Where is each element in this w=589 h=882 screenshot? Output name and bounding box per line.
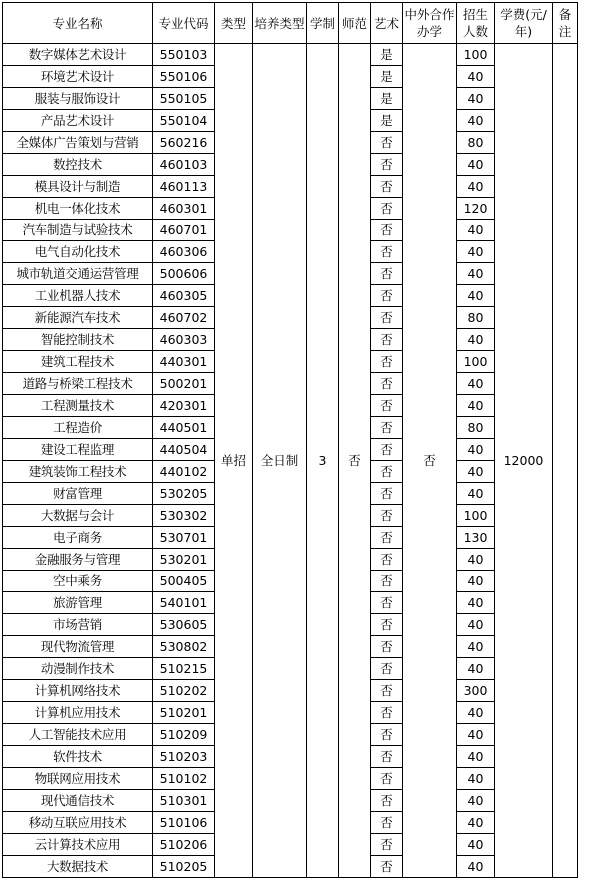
quota-cell: 300 <box>457 680 495 702</box>
quota-cell: 40 <box>457 175 495 197</box>
major-code-cell: 530201 <box>153 548 215 570</box>
art-cell: 否 <box>371 570 403 592</box>
major-name-cell: 市场营销 <box>3 614 153 636</box>
major-name-cell: 云计算技术应用 <box>3 833 153 855</box>
major-name-cell: 建筑工程技术 <box>3 351 153 373</box>
major-name-cell: 服装与服饰设计 <box>3 87 153 109</box>
header-years: 学制 <box>307 3 339 44</box>
art-cell: 否 <box>371 131 403 153</box>
major-code-cell: 510203 <box>153 746 215 768</box>
header-fee: 学费(元/年) <box>495 3 553 44</box>
major-code-cell: 440504 <box>153 438 215 460</box>
art-cell: 否 <box>371 482 403 504</box>
art-cell: 否 <box>371 724 403 746</box>
major-name-cell: 智能控制技术 <box>3 329 153 351</box>
quota-cell: 40 <box>457 570 495 592</box>
art-cell: 否 <box>371 153 403 175</box>
art-cell: 否 <box>371 263 403 285</box>
major-name-cell: 动漫制作技术 <box>3 658 153 680</box>
major-code-cell: 510209 <box>153 724 215 746</box>
type-cell: 单招 <box>215 44 253 878</box>
major-code-cell: 550105 <box>153 87 215 109</box>
major-code-cell: 510201 <box>153 702 215 724</box>
quota-cell: 40 <box>457 460 495 482</box>
major-code-cell: 440301 <box>153 351 215 373</box>
major-name-cell: 建筑装饰工程技术 <box>3 460 153 482</box>
quota-cell: 40 <box>457 592 495 614</box>
major-name-cell: 物联网应用技术 <box>3 767 153 789</box>
quota-cell: 40 <box>457 614 495 636</box>
major-code-cell: 500201 <box>153 373 215 395</box>
art-cell: 否 <box>371 789 403 811</box>
major-name-cell: 电气自动化技术 <box>3 241 153 263</box>
header-type: 类型 <box>215 3 253 44</box>
quota-cell: 40 <box>457 65 495 87</box>
major-code-cell: 500405 <box>153 570 215 592</box>
major-code-cell: 460305 <box>153 285 215 307</box>
art-cell: 否 <box>371 702 403 724</box>
major-name-cell: 建设工程监理 <box>3 438 153 460</box>
quota-cell: 40 <box>457 746 495 768</box>
quota-cell: 40 <box>457 373 495 395</box>
quota-cell: 40 <box>457 548 495 570</box>
major-name-cell: 计算机网络技术 <box>3 680 153 702</box>
major-code-cell: 510206 <box>153 833 215 855</box>
major-name-cell: 人工智能技术应用 <box>3 724 153 746</box>
art-cell: 否 <box>371 197 403 219</box>
art-cell: 否 <box>371 351 403 373</box>
header-coop: 中外合作办学 <box>403 3 457 44</box>
major-code-cell: 460303 <box>153 329 215 351</box>
quota-cell: 40 <box>457 395 495 417</box>
quota-cell: 100 <box>457 44 495 66</box>
quota-cell: 40 <box>457 438 495 460</box>
major-code-cell: 560216 <box>153 131 215 153</box>
quota-cell: 40 <box>457 811 495 833</box>
major-name-cell: 财富管理 <box>3 482 153 504</box>
quota-cell: 40 <box>457 833 495 855</box>
major-name-cell: 环境艺术设计 <box>3 65 153 87</box>
quota-cell: 40 <box>457 658 495 680</box>
major-name-cell: 软件技术 <box>3 746 153 768</box>
quota-cell: 40 <box>457 855 495 877</box>
art-cell: 否 <box>371 175 403 197</box>
major-code-cell: 460701 <box>153 219 215 241</box>
major-name-cell: 工程测量技术 <box>3 395 153 417</box>
art-cell: 否 <box>371 416 403 438</box>
art-cell: 否 <box>371 592 403 614</box>
art-cell: 否 <box>371 680 403 702</box>
major-name-cell: 旅游管理 <box>3 592 153 614</box>
major-name-cell: 计算机应用技术 <box>3 702 153 724</box>
quota-cell: 80 <box>457 416 495 438</box>
quota-cell: 100 <box>457 351 495 373</box>
major-code-cell: 510301 <box>153 789 215 811</box>
quota-cell: 80 <box>457 131 495 153</box>
quota-cell: 40 <box>457 329 495 351</box>
major-name-cell: 汽车制造与试验技术 <box>3 219 153 241</box>
quota-cell: 40 <box>457 285 495 307</box>
major-name-cell: 产品艺术设计 <box>3 109 153 131</box>
art-cell: 否 <box>371 329 403 351</box>
table-row <box>3 44 578 66</box>
years-cell: 3 <box>307 44 339 878</box>
header-quota: 招生人数 <box>457 3 495 44</box>
major-code-cell: 550106 <box>153 65 215 87</box>
art-cell: 是 <box>371 109 403 131</box>
major-code-cell: 460702 <box>153 307 215 329</box>
header-mode: 培养类型 <box>253 3 307 44</box>
quota-cell: 100 <box>457 504 495 526</box>
major-name-cell: 大数据与会计 <box>3 504 153 526</box>
major-code-cell: 500606 <box>153 263 215 285</box>
major-name-cell: 电子商务 <box>3 526 153 548</box>
major-code-cell: 530701 <box>153 526 215 548</box>
header-note: 备注 <box>553 3 578 44</box>
major-name-cell: 数控技术 <box>3 153 153 175</box>
quota-cell: 80 <box>457 307 495 329</box>
quota-cell: 40 <box>457 636 495 658</box>
note-cell <box>553 44 578 878</box>
major-code-cell: 550103 <box>153 44 215 66</box>
major-code-cell: 530605 <box>153 614 215 636</box>
quota-cell: 40 <box>457 153 495 175</box>
art-cell: 是 <box>371 44 403 66</box>
major-name-cell: 城市轨道交通运营管理 <box>3 263 153 285</box>
major-code-cell: 550104 <box>153 109 215 131</box>
quota-cell: 40 <box>457 109 495 131</box>
quota-cell: 40 <box>457 219 495 241</box>
art-cell: 否 <box>371 307 403 329</box>
mode-cell: 全日制 <box>253 44 307 878</box>
art-cell: 是 <box>371 87 403 109</box>
coop-cell: 否 <box>403 44 457 878</box>
major-name-cell: 工程造价 <box>3 416 153 438</box>
normal-cell: 否 <box>339 44 371 878</box>
enrollment-table <box>2 2 578 878</box>
quota-cell: 40 <box>457 482 495 504</box>
quota-cell: 120 <box>457 197 495 219</box>
art-cell: 否 <box>371 767 403 789</box>
major-name-cell: 数字媒体艺术设计 <box>3 44 153 66</box>
fee-cell: 12000 <box>495 44 553 878</box>
major-code-cell: 440102 <box>153 460 215 482</box>
quota-cell: 40 <box>457 87 495 109</box>
art-cell: 否 <box>371 855 403 877</box>
art-cell: 否 <box>371 241 403 263</box>
art-cell: 否 <box>371 219 403 241</box>
major-code-cell: 510106 <box>153 811 215 833</box>
major-name-cell: 现代物流管理 <box>3 636 153 658</box>
art-cell: 否 <box>371 395 403 417</box>
art-cell: 否 <box>371 373 403 395</box>
major-code-cell: 530802 <box>153 636 215 658</box>
header-art: 艺术 <box>371 3 403 44</box>
art-cell: 否 <box>371 636 403 658</box>
quota-cell: 40 <box>457 724 495 746</box>
art-cell: 否 <box>371 746 403 768</box>
major-name-cell: 模具设计与制造 <box>3 175 153 197</box>
major-code-cell: 460113 <box>153 175 215 197</box>
major-code-cell: 460301 <box>153 197 215 219</box>
quota-cell: 40 <box>457 263 495 285</box>
header-name: 专业名称 <box>3 3 153 44</box>
major-code-cell: 540101 <box>153 592 215 614</box>
art-cell: 否 <box>371 460 403 482</box>
major-code-cell: 440501 <box>153 416 215 438</box>
art-cell: 否 <box>371 658 403 680</box>
art-cell: 是 <box>371 65 403 87</box>
major-name-cell: 空中乘务 <box>3 570 153 592</box>
art-cell: 否 <box>371 614 403 636</box>
quota-cell: 130 <box>457 526 495 548</box>
header-row <box>3 3 578 44</box>
major-code-cell: 420301 <box>153 395 215 417</box>
major-code-cell: 530205 <box>153 482 215 504</box>
art-cell: 否 <box>371 811 403 833</box>
major-code-cell: 510215 <box>153 658 215 680</box>
major-code-cell: 510205 <box>153 855 215 877</box>
major-code-cell: 510202 <box>153 680 215 702</box>
art-cell: 否 <box>371 833 403 855</box>
major-code-cell: 510102 <box>153 767 215 789</box>
major-name-cell: 机电一体化技术 <box>3 197 153 219</box>
art-cell: 否 <box>371 548 403 570</box>
major-name-cell: 现代通信技术 <box>3 789 153 811</box>
major-name-cell: 移动互联应用技术 <box>3 811 153 833</box>
header-code: 专业代码 <box>153 3 215 44</box>
quota-cell: 40 <box>457 241 495 263</box>
major-name-cell: 道路与桥梁工程技术 <box>3 373 153 395</box>
art-cell: 否 <box>371 285 403 307</box>
major-name-cell: 新能源汽车技术 <box>3 307 153 329</box>
major-code-cell: 460306 <box>153 241 215 263</box>
major-name-cell: 全媒体广告策划与营销 <box>3 131 153 153</box>
table-body <box>3 44 578 878</box>
major-code-cell: 460103 <box>153 153 215 175</box>
major-name-cell: 大数据技术 <box>3 855 153 877</box>
art-cell: 否 <box>371 526 403 548</box>
art-cell: 否 <box>371 504 403 526</box>
quota-cell: 40 <box>457 767 495 789</box>
major-name-cell: 金融服务与管理 <box>3 548 153 570</box>
quota-cell: 40 <box>457 702 495 724</box>
major-code-cell: 530302 <box>153 504 215 526</box>
major-name-cell: 工业机器人技术 <box>3 285 153 307</box>
art-cell: 否 <box>371 438 403 460</box>
quota-cell: 40 <box>457 789 495 811</box>
header-normal: 师范 <box>339 3 371 44</box>
